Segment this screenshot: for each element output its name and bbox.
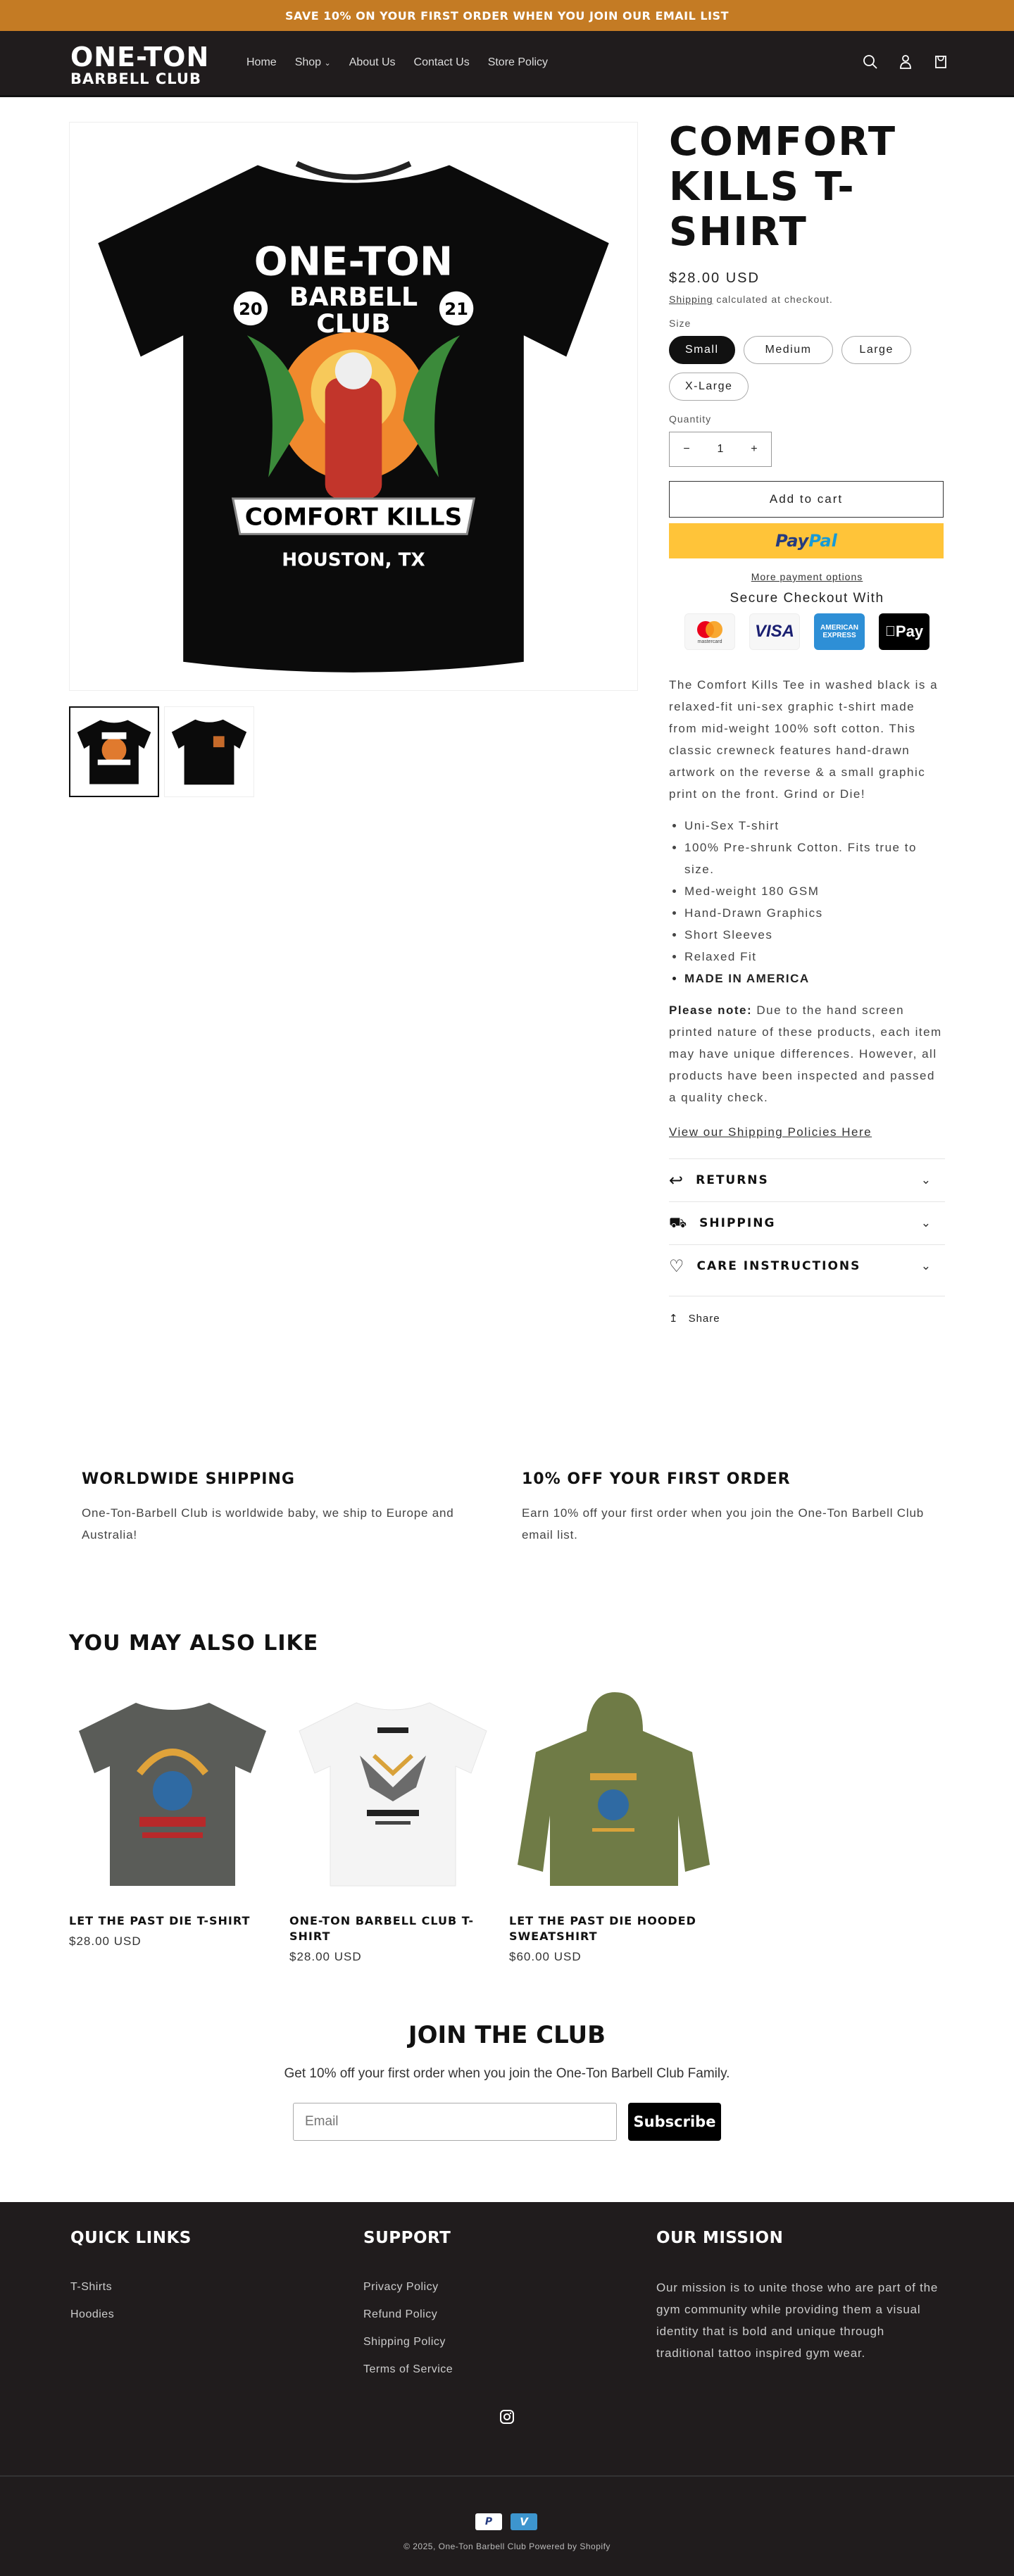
- minus-icon[interactable]: −: [683, 443, 690, 455]
- footer-link-refund[interactable]: Refund Policy: [363, 2308, 438, 2320]
- paypal-payment-icon: P: [475, 2513, 502, 2530]
- product-price: $28.00 USD: [669, 270, 760, 286]
- size-option-small[interactable]: Small: [669, 336, 735, 364]
- product-card-image[interactable]: [69, 1689, 276, 1899]
- nav-shop[interactable]: [295, 56, 331, 69]
- accordion-shipping-label: SHIPPING: [699, 1216, 776, 1230]
- chevron-down-icon: ⌄: [920, 1173, 932, 1187]
- artwork-banner: COMFORT KILLS: [244, 503, 463, 532]
- artwork-city: HOUSTON, TX: [282, 549, 425, 571]
- footer-heading: OUR MISSION: [656, 2229, 784, 2247]
- header-icons: [860, 52, 951, 72]
- venmo-payment-icon: V: [511, 2513, 537, 2530]
- artwork-line3: CLUB: [316, 308, 391, 339]
- size-option-xlarge[interactable]: X-Large: [669, 373, 749, 401]
- artwork-year-left: 20: [239, 299, 263, 320]
- description-text: The Comfort Kills Tee in washed black is a relaxed-fit uni-sex graphic t-shirt made from mid-weight 100% soft cotton. This classic crewneck features hand-drawn artwork on the reverse & a small graphic print on the front. Grind or Die!: [669, 678, 939, 801]
- product-card-title[interactable]: LET THE PAST DIE HOODED SWEATSHIRT: [509, 1914, 696, 1943]
- size-option-medium[interactable]: Medium: [744, 336, 834, 364]
- chevron-down-icon: ⌄: [324, 59, 331, 68]
- mission-text: Our mission is to unite those who are part of the gym community while providing them a visual identity that is bold and unique through traditional tattoo inspired gym wear.: [656, 2281, 939, 2360]
- accordion-shipping[interactable]: [669, 1201, 945, 1244]
- newsletter-form: [0, 2103, 1014, 2141]
- cart-icon[interactable]: [931, 52, 951, 72]
- footer-divider: [0, 2475, 1014, 2477]
- newsletter-title: JOIN THE CLUB: [408, 2021, 606, 2049]
- shipping-policies-link[interactable]: View our Shipping Policies Here: [669, 1125, 872, 1139]
- footer-heading: QUICK LINKS: [70, 2229, 192, 2247]
- site-header: [0, 31, 1014, 97]
- thumbnail-back[interactable]: [69, 706, 159, 797]
- note-label: Please note:: [669, 1003, 753, 1017]
- paypal-text-b: Pal: [808, 531, 837, 551]
- quantity-input[interactable]: 1: [717, 443, 724, 455]
- nav-shop-label: Shop: [294, 56, 322, 68]
- logo-line1: ONE-TON: [70, 42, 210, 73]
- product-card[interactable]: [289, 1689, 496, 1964]
- logo-line2: BARBELL CLUB: [70, 70, 201, 87]
- accordion-returns[interactable]: [669, 1158, 945, 1201]
- newsletter-section: [0, 2021, 1014, 2141]
- feature-text: Earn 10% off your first order when you join the One-Ton Barbell Club email list.: [522, 1506, 924, 1542]
- feature-item: • Uni-Sex T-shirt: [684, 815, 945, 837]
- feature-list: [684, 815, 945, 989]
- apple-pay-label: Pay: [890, 623, 918, 640]
- secure-checkout-label: Secure Checkout With: [730, 591, 884, 606]
- feature-first-order: [522, 1470, 944, 1546]
- size-label: Size: [669, 318, 691, 329]
- product-card[interactable]: [69, 1689, 276, 1949]
- instagram-icon[interactable]: [499, 2408, 515, 2425]
- apple-pay-icon: [879, 613, 930, 650]
- artwork-line2: BARBELL: [289, 281, 418, 312]
- feature-item: • MADE IN AMERICA: [684, 968, 945, 989]
- footer-link-tshirts[interactable]: T-Shirts: [70, 2281, 113, 2293]
- feature-worldwide-shipping: [82, 1470, 504, 1546]
- shipping-note: [669, 294, 945, 305]
- heart-icon: ♡: [669, 1256, 686, 1276]
- visa-icon: VISA: [749, 613, 800, 650]
- product-card-price: $28.00 USD: [289, 1950, 362, 1963]
- feature-item: • Relaxed Fit: [684, 946, 945, 968]
- return-arrow-icon: ↩: [669, 1170, 685, 1190]
- truck-icon: ⛟: [669, 1213, 689, 1231]
- more-payment-options-link[interactable]: More payment options: [751, 571, 863, 582]
- share-label: Share: [688, 1312, 720, 1325]
- note-text: Due to the hand screen printed nature of these products, each item may have unique differences. However, all products have been inspected and passed a quality check.: [669, 1003, 942, 1104]
- mastercard-label: mastercard: [697, 639, 722, 644]
- search-icon[interactable]: [860, 52, 880, 72]
- nav-about[interactable]: About Us: [349, 56, 396, 68]
- subscribe-button[interactable]: Subscribe: [628, 2103, 721, 2141]
- size-option-large[interactable]: Large: [841, 336, 910, 364]
- product-title: COMFORT KILLS T-SHIRT: [669, 119, 897, 255]
- related-heading: YOU MAY ALSO LIKE: [69, 1631, 319, 1656]
- product-card-image[interactable]: [289, 1689, 496, 1899]
- shipping-note-text: calculated at checkout.: [713, 294, 833, 305]
- share-button[interactable]: [669, 1296, 945, 1325]
- paypal-text-a: Pay: [775, 531, 809, 551]
- footer-link-privacy[interactable]: Privacy Policy: [363, 2281, 439, 2293]
- feature-item: • Hand-Drawn Graphics: [684, 902, 945, 924]
- feature-item: • Short Sleeves: [684, 924, 945, 946]
- footer-heading: SUPPORT: [363, 2229, 451, 2247]
- artwork-line1: ONE-TON: [254, 239, 453, 285]
- quantity-label: Quantity: [669, 413, 712, 425]
- announcement-bar[interactable]: SAVE 10% ON YOUR FIRST ORDER WHEN YOU JOIN OUR EMAIL LIST: [0, 0, 1014, 31]
- newsletter-text: Get 10% off your first order when you join the One-Ton Barbell Club Family.: [284, 2066, 730, 2081]
- product-card-image[interactable]: [509, 1689, 716, 1899]
- feature-title: 10% OFF YOUR FIRST ORDER: [522, 1470, 791, 1488]
- product-card-price: $28.00 USD: [69, 1934, 142, 1948]
- add-to-cart-button[interactable]: Add to cart: [669, 481, 944, 518]
- footer-support: [363, 2229, 453, 2378]
- copyright: © 2025, One-Ton Barbell Club Powered by Shopify: [403, 2541, 611, 2551]
- site-footer: [0, 2202, 1014, 2576]
- product-main-image[interactable]: [69, 122, 638, 691]
- chevron-down-icon: ⌄: [920, 1216, 932, 1230]
- footer-link-terms[interactable]: Terms of Service: [363, 2363, 453, 2375]
- footer-mission: [656, 2229, 945, 2364]
- size-options: [669, 336, 922, 401]
- main-nav: [246, 56, 548, 69]
- product-card-title[interactable]: ONE-TON BARBELL CLUB T-SHIRT: [289, 1914, 474, 1943]
- product-info: [669, 120, 945, 1325]
- product-card-price: $60.00 USD: [509, 1950, 582, 1963]
- product-description: [669, 674, 945, 1143]
- nav-home[interactable]: Home: [246, 56, 277, 68]
- email-input[interactable]: [293, 2103, 617, 2141]
- quantity-stepper: [669, 432, 772, 467]
- payment-cards: [669, 613, 945, 650]
- logo[interactable]: [70, 44, 209, 87]
- chevron-down-icon: ⌄: [920, 1259, 932, 1273]
- thumbnail-front[interactable]: [164, 706, 254, 797]
- accordions: [669, 1158, 945, 1287]
- amex-icon: AMERICAN EXPRESS: [814, 613, 865, 650]
- share-icon: ↥: [669, 1313, 679, 1325]
- footer-link-shipping[interactable]: Shipping Policy: [363, 2336, 446, 2348]
- care-note: [669, 999, 945, 1108]
- mastercard-icon: [684, 613, 735, 650]
- shipping-link[interactable]: Shipping: [669, 294, 713, 305]
- feature-item: • 100% Pre-shrunk Cotton. Fits true to size.: [684, 837, 945, 880]
- accordion-care[interactable]: [669, 1244, 945, 1287]
- feature-text: One-Ton-Barbell Club is worldwide baby, we ship to Europe and Australia!: [82, 1506, 454, 1542]
- accordion-returns-label: RETURNS: [696, 1173, 769, 1187]
- nav-contact[interactable]: Contact Us: [413, 56, 470, 68]
- paypal-button[interactable]: [669, 523, 944, 558]
- account-icon[interactable]: [896, 52, 915, 72]
- nav-store-policy[interactable]: Store Policy: [487, 56, 549, 68]
- product-card[interactable]: [509, 1689, 716, 1964]
- accordion-care-label: CARE INSTRUCTIONS: [696, 1259, 861, 1273]
- feature-title: WORLDWIDE SHIPPING: [82, 1470, 295, 1488]
- feature-item: • Med-weight 180 GSM: [684, 880, 945, 902]
- footer-link-hoodies[interactable]: Hoodies: [70, 2308, 115, 2320]
- footer-quick-links: [70, 2229, 192, 2323]
- plus-icon[interactable]: +: [751, 443, 758, 455]
- product-card-title[interactable]: LET THE PAST DIE T-SHIRT: [69, 1914, 251, 1927]
- artwork-year-right: 21: [444, 299, 468, 320]
